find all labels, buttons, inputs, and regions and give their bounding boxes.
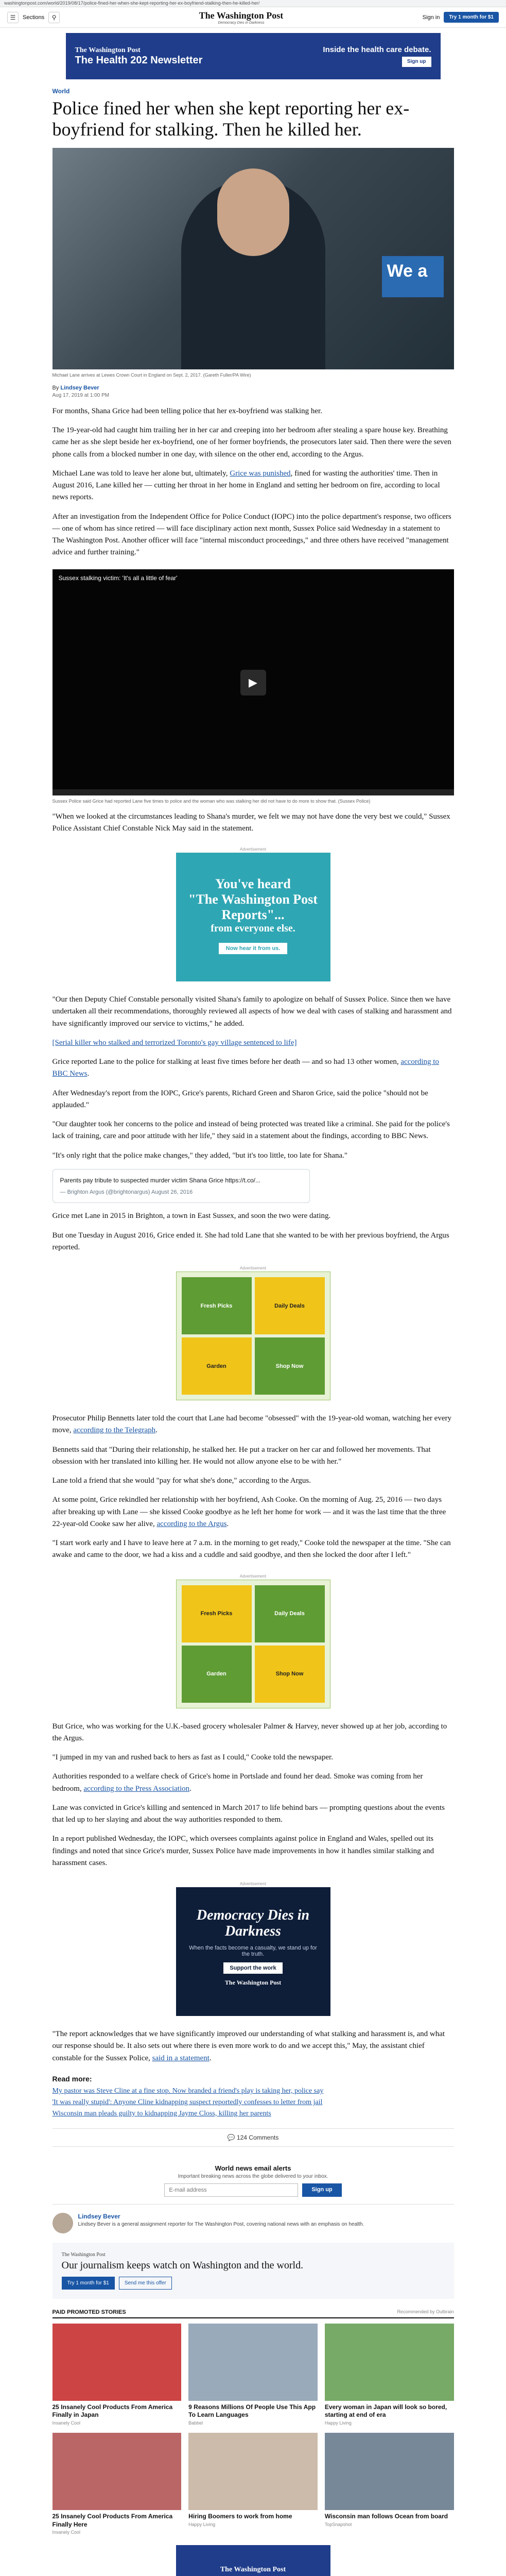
byline: By Lindsey Bever Aug 17, 2019 at 1:00 PM bbox=[53, 385, 454, 398]
promoted-title[interactable]: Every woman in Japan will look so bored, starting at end of era bbox=[324, 2403, 447, 2419]
read-more-link[interactable]: 'It was really stupid': Anyone Cline kidnapping suspect reportedly confesses to letter from jail bbox=[52, 2098, 323, 2106]
newsletter-title: World news email alerts bbox=[215, 2164, 291, 2172]
subscribe-promo bbox=[53, 2243, 454, 2299]
promoted-image[interactable] bbox=[325, 2433, 454, 2510]
promoted-card[interactable] bbox=[325, 2433, 454, 2535]
banner-brand: The Washington Post bbox=[75, 46, 141, 54]
inline-link[interactable]: according to the Press Association bbox=[83, 1784, 190, 1793]
promoted-card[interactable] bbox=[188, 2433, 318, 2535]
hero-figure-face bbox=[217, 168, 289, 256]
read-more-link[interactable]: My pastor was Steve Cline at a fine stop. Now branded a friend's play is taking her, police say bbox=[52, 2087, 324, 2095]
promoted-source: Happy Living bbox=[188, 2521, 216, 2527]
comment-icon: 💬 bbox=[227, 2133, 235, 2141]
play-icon[interactable]: ▶ bbox=[240, 670, 266, 696]
ad-headline: Democracy Dies in Darkness bbox=[196, 1907, 310, 1939]
paragraph: "It's only right that the police make changes," they added, "but it's too little, too late for Shana." bbox=[52, 1151, 348, 1160]
ad-subline: from everyone else. bbox=[211, 922, 295, 934]
menu-icon[interactable]: ☰ bbox=[7, 12, 19, 23]
article-body-5 bbox=[53, 1413, 454, 1562]
article-body-4 bbox=[53, 1210, 454, 1253]
ad-tile[interactable]: Garden bbox=[182, 1337, 252, 1395]
newsletter-description: Important breaking news across the globe delivered to your inbox. bbox=[178, 2173, 328, 2179]
promoted-title[interactable]: 9 Reasons Millions Of People Use This App To Learn Languages bbox=[188, 2403, 316, 2419]
paragraph: But Grice, who was working for the U.K.-based grocery wholesaler Palmer & Harvey, never showed up at her job, according to the Argus. bbox=[52, 1722, 447, 1742]
author-link[interactable]: Lindsey Bever bbox=[60, 384, 99, 391]
promoted-image[interactable] bbox=[325, 2324, 454, 2401]
promoted-source: Babbel bbox=[188, 2420, 203, 2426]
article-body bbox=[53, 405, 454, 559]
brand-name[interactable]: The Washington Post bbox=[199, 10, 284, 21]
promoted-card[interactable] bbox=[53, 2433, 182, 2535]
promoted-stories bbox=[53, 2309, 454, 2535]
trial-button[interactable]: Try 1 month for $1 bbox=[62, 2277, 115, 2290]
banner-headline: Inside the health care debate. bbox=[323, 45, 431, 54]
author-bio: Lindsey Bever is a general assignment reporter for The Washington Post, covering national news with an emphasis on health. bbox=[78, 2221, 364, 2227]
ad-tile[interactable]: Daily Deals bbox=[255, 1277, 325, 1334]
paragraph: After Wednesday's report from the IOPC, Grice's parents, Richard Green and Sharon Grice, said the police "should not be applauded." bbox=[52, 1089, 428, 1109]
text: "The report acknowledges that we have significantly improved our understanding of what stalking and harassment is, and what our response should be. It also sets out where there is even more work to do and we accept this," May, the assistant chief constable for the Sussex Police, bbox=[52, 2030, 445, 2062]
text: . bbox=[155, 1426, 158, 1435]
paragraph bbox=[53, 468, 454, 504]
promoted-source: Insanely Cool bbox=[52, 2530, 81, 2535]
ad-label: Advertisement bbox=[239, 1573, 267, 1579]
promoted-card[interactable] bbox=[325, 2324, 454, 2426]
text: . bbox=[189, 1784, 191, 1793]
comments-button[interactable] bbox=[53, 2128, 454, 2147]
promoted-by[interactable]: Recommended by Outbrain bbox=[397, 2309, 454, 2314]
promo-brand: The Washington Post bbox=[61, 2251, 106, 2258]
ad-tile[interactable]: Shop Now bbox=[255, 1646, 325, 1703]
site-logo[interactable] bbox=[199, 10, 284, 25]
ad-tile[interactable]: Garden bbox=[182, 1646, 252, 1703]
publish-date: Aug 17, 2019 at 1:00 PM bbox=[52, 392, 110, 398]
read-more-heading: Read more: bbox=[52, 2074, 92, 2083]
teal-ad[interactable] bbox=[176, 853, 330, 981]
paragraph: For months, Shana Grice had been telling police that her ex-boyfriend was stalking her. bbox=[52, 406, 322, 415]
ad-line: You've heard bbox=[215, 876, 291, 892]
paragraph bbox=[53, 1413, 454, 1437]
send-offer-button[interactable]: Send me this offer bbox=[119, 2277, 172, 2290]
paragraph: "When we looked at the circumstances leading to Shana's murder, we felt we may not have done the very best we could," Sussex Police Assistant Chief Constable Nick May said in the statement. bbox=[52, 812, 450, 833]
hero-background-sign: We a bbox=[382, 256, 444, 297]
inline-link[interactable]: according to the Telegraph bbox=[73, 1426, 156, 1435]
paragraph: The 19-year-old had caught him trailing her in her car and creeping into her bedroom after stealing a spare house key. Breathing came her as she slept beside her ex-boyfriend, one of her former boyfriends, the prosecutors later said. Then there were the seven phone calls from a blocked number in one day, with silence on the other end, according to the Argus. bbox=[52, 426, 451, 459]
ad-tile[interactable]: Shop Now bbox=[255, 1337, 325, 1395]
read-more-section bbox=[53, 2075, 454, 2118]
author-name[interactable]: Lindsey Bever bbox=[78, 2212, 120, 2220]
text: Michael Lane was told to leave her alone but, ultimately, bbox=[52, 469, 230, 478]
read-more-link[interactable]: Wisconsin man pleads guilty to kidnapping Jayme Closs, killing her parents bbox=[52, 2109, 271, 2117]
video-player[interactable] bbox=[53, 569, 454, 795]
ad-cta-button[interactable]: Now hear it from us. bbox=[219, 943, 288, 955]
paragraph: "I start work early and I have to leave here at 7 a.m. in the morning to get ready," Cooke told the newspaper at the time. "She can awake and came to the door, we had a kiss and a cuddle and said goodbye, and then she locked the door after I left." bbox=[52, 1539, 451, 1560]
sky-brand: The Washington Post bbox=[220, 2566, 286, 2574]
sign-in-link[interactable]: Sign in bbox=[422, 14, 440, 21]
tweet-meta[interactable]: — Brighton Argus (@brightonargus) August 26, 2016 bbox=[60, 1189, 193, 1195]
paragraph: Grice met Lane in 2015 in Brighton, a town in East Sussex, and soon the two were dating. bbox=[52, 1212, 331, 1221]
article-body-6 bbox=[53, 1721, 454, 1870]
paragraph bbox=[53, 1056, 454, 1080]
top-banner-ad[interactable] bbox=[66, 33, 441, 79]
ad-tile[interactable]: Fresh Picks bbox=[182, 1277, 252, 1334]
text: Grice reported Lane to the police for stalking at least five times before her death — and so had 13 other women, bbox=[52, 1058, 401, 1066]
text: . bbox=[226, 1519, 229, 1528]
paragraph: After an investigation from the Independent Office for Police Conduct (IOPC) into the police department's response, two officers — one of whom has since retired — will face disciplinary action next month, Sussex Police said Wednesday in a statement to The Washington Post. Another officer will face "internal misconduct proceedings," and three others have received "management advice and further training." bbox=[52, 512, 451, 557]
brand-tagline: Democracy Dies in Darkness bbox=[218, 21, 265, 25]
video-title: Sussex stalking victim: 'It's all a little of fear' bbox=[58, 574, 178, 582]
article-headline: Police fined her when she kept reporting her ex-boyfriend for stalking. Then he killed her. bbox=[52, 98, 410, 140]
article bbox=[53, 88, 454, 2118]
paragraph bbox=[53, 1037, 454, 1049]
promoted-title[interactable]: Wisconsin man follows Ocean from board bbox=[324, 2512, 448, 2520]
search-icon[interactable]: ⚲ bbox=[48, 12, 60, 23]
section-kicker[interactable]: World bbox=[52, 88, 70, 95]
promoted-source: Happy Living bbox=[324, 2420, 352, 2426]
paragraph bbox=[53, 1494, 454, 1530]
ad-label: Advertisement bbox=[239, 1882, 267, 1887]
promoted-image[interactable] bbox=[188, 2433, 318, 2510]
tweet-text: Parents pay tribute to suspected murder victim Shana Grice https://t.co/... bbox=[60, 1176, 261, 1184]
text: . bbox=[87, 1070, 90, 1078]
promoted-title[interactable]: Hiring Boomers to work from home bbox=[188, 2512, 292, 2520]
related-link[interactable]: [Serial killer who stalked and terrorized Toronto's gay village sentenced to life] bbox=[52, 1038, 297, 1047]
ad-line: "The Washington Post Reports"... bbox=[188, 891, 318, 922]
green-ad[interactable] bbox=[176, 1272, 330, 1400]
text: Authorities responded to a welfare check of Grice's home in Portslade and found her dead. Smoke was coming from her bedroom, bbox=[52, 1772, 423, 1793]
paragraph bbox=[53, 2028, 454, 2064]
ad-cta-button[interactable]: Support the work bbox=[223, 1962, 282, 1974]
article-body-3 bbox=[53, 994, 454, 1162]
promoted-image[interactable] bbox=[53, 2324, 182, 2401]
green-ad[interactable] bbox=[176, 1580, 330, 1708]
promoted-image[interactable] bbox=[53, 2433, 182, 2510]
newsletter-signup bbox=[53, 2157, 454, 2205]
ad-slot-teal[interactable] bbox=[176, 847, 330, 981]
ad-tile[interactable]: Daily Deals bbox=[255, 1585, 325, 1642]
text: Prosecutor Philip Bennetts later told the court that Lane had become "obsessed" with the 19-year-old woman, watching her every move, bbox=[52, 1414, 451, 1435]
promoted-title[interactable]: 25 Insanely Cool Products From America Finally Here bbox=[52, 2512, 173, 2528]
paragraph: In a report published Wednesday, the IOPC, which oversees complaints against police in England and Wales, spelled out its findings and noted that since Grice's murder, Sussex Police have made improvements in how it handles similar stalking and harassment cases. bbox=[52, 1835, 434, 1867]
paragraph bbox=[53, 1771, 454, 1795]
promo-title: Our journalism keeps watch on Washington and the world. bbox=[61, 2259, 304, 2271]
article-body-2 bbox=[53, 811, 454, 835]
banner-cta-button[interactable]: Sign up bbox=[402, 57, 431, 67]
video-control-bar[interactable] bbox=[53, 789, 454, 795]
top-navigation bbox=[0, 7, 506, 28]
subscribe-button[interactable]: Try 1 month for $1 bbox=[444, 12, 499, 23]
ad-slot-green-2[interactable] bbox=[176, 1574, 330, 1708]
paragraph: But one Tuesday in August 2016, Grice ended it. She had told Lane that she wanted to be with her previous boyfriend, the Argus reported. bbox=[52, 1231, 449, 1251]
embedded-tweet[interactable] bbox=[53, 1169, 310, 1204]
promoted-card[interactable] bbox=[53, 2324, 182, 2426]
dark-ad[interactable] bbox=[176, 1887, 330, 2016]
promoted-image[interactable] bbox=[188, 2324, 318, 2401]
ad-slot-green[interactable] bbox=[176, 1266, 330, 1400]
avatar[interactable] bbox=[53, 2213, 73, 2233]
promoted-source: Insanely Cool bbox=[52, 2420, 81, 2426]
promoted-card[interactable] bbox=[188, 2324, 318, 2426]
paragraph: "I jumped in my van and rushed back to hers as fast as I could," Cooke told the newspaper. bbox=[52, 1753, 333, 1762]
inline-link[interactable]: according to the Argus bbox=[156, 1519, 227, 1528]
ad-label: Advertisement bbox=[239, 1266, 267, 1271]
ad-slot-dark[interactable] bbox=[176, 1882, 330, 2016]
inline-link[interactable]: according to BBC News bbox=[52, 1058, 439, 1078]
paragraph: Bennetts said that "During their relationship, he stalked her. He put a tracker on her car and followed her movements. That obsession with her translated into killing her. He would not allow anyone else to be with her." bbox=[52, 1445, 431, 1466]
ad-label: Advertisement bbox=[239, 847, 267, 852]
video-caption: Sussex Police said Grice had reported Lane five times to police and the woman who was stalking her did not have to do more to show that. (Sussex Police) bbox=[52, 798, 371, 804]
hero-caption: Michael Lane arrives at Lewes Crown Court in England on Sept. 2, 2017. (Gareth Fuller/PA Wire) bbox=[52, 372, 251, 378]
paragraph: Lane told a friend that she would "pay for what she's done," according to the Argus. bbox=[52, 1477, 311, 1485]
paragraph: "Our then Deputy Chief Constable personally visited Shana's family to apologize on behalf of Sussex Police. Since then we have undertaken all their recommendations, thoroughly reviewed all aspects of how we deal with cases of stalking and harassment and have significantly improved our service to victims," he added. bbox=[52, 995, 452, 1028]
browser-url-bar[interactable]: washingtonpost.com/world/2019/08/17/police-fined-her-when-she-kept-reporting-her-ex-boyfriend-stalking-then-he-killed-her/ bbox=[0, 0, 506, 7]
email-field[interactable] bbox=[164, 2183, 298, 2197]
text: . bbox=[209, 2054, 212, 2062]
inline-link[interactable]: said in a statement bbox=[152, 2054, 210, 2062]
hero-image bbox=[53, 148, 454, 369]
promoted-title[interactable]: 25 Insanely Cool Products From America Finally in Japan bbox=[52, 2403, 173, 2419]
article-body-7 bbox=[53, 2028, 454, 2064]
promoted-source: TopSnapshot bbox=[324, 2521, 352, 2527]
skyscraper-ad[interactable] bbox=[176, 2545, 330, 2576]
ad-text: When the facts become a casualty, we stand up for the truth. bbox=[189, 1944, 317, 1957]
banner-product: The Health 202 Newsletter bbox=[75, 54, 203, 66]
paragraph: Lane was convicted in Grice's killing and sentenced in March 2017 to life behind bars — prompting questions about the events that led up to her slaying and about the way authorities responded to them. bbox=[52, 1803, 445, 1824]
comments-count[interactable]: 124 Comments bbox=[236, 2133, 279, 2141]
sections-label[interactable]: Sections bbox=[23, 14, 45, 21]
paragraph: "Our daughter took her concerns to the police and instead of being protected was treated like a criminal. She paid for the police's lack of training, care and poor attitude with her life," they said in a statement about the findings, according to BBC News. bbox=[52, 1120, 450, 1141]
promoted-heading: PAID PROMOTED STORIES bbox=[52, 2309, 126, 2315]
newsletter-signup-button[interactable]: Sign up bbox=[302, 2183, 341, 2197]
author-box bbox=[53, 2213, 454, 2233]
ad-tile[interactable]: Fresh Picks bbox=[182, 1585, 252, 1642]
text: At some point, Grice rekindled her relationship with her boyfriend, Ash Cooke. On the morning of Aug. 25, 2016 — two days after breaking up with Lane — she kissed Cooke goodbye as he left her home for work — and it was the last time that the three 22-year-old Cooke saw her alive, bbox=[52, 1496, 446, 1528]
text: , fined for wasting the authorities' time. Then in August 2016, Lane killed her — cutting her throat in her home in England and setting her bedroom on fire, according to local news reports. bbox=[52, 469, 440, 502]
ad-brand: The Washington Post bbox=[224, 1978, 282, 1986]
inline-link[interactable]: Grice was punished bbox=[230, 469, 291, 478]
